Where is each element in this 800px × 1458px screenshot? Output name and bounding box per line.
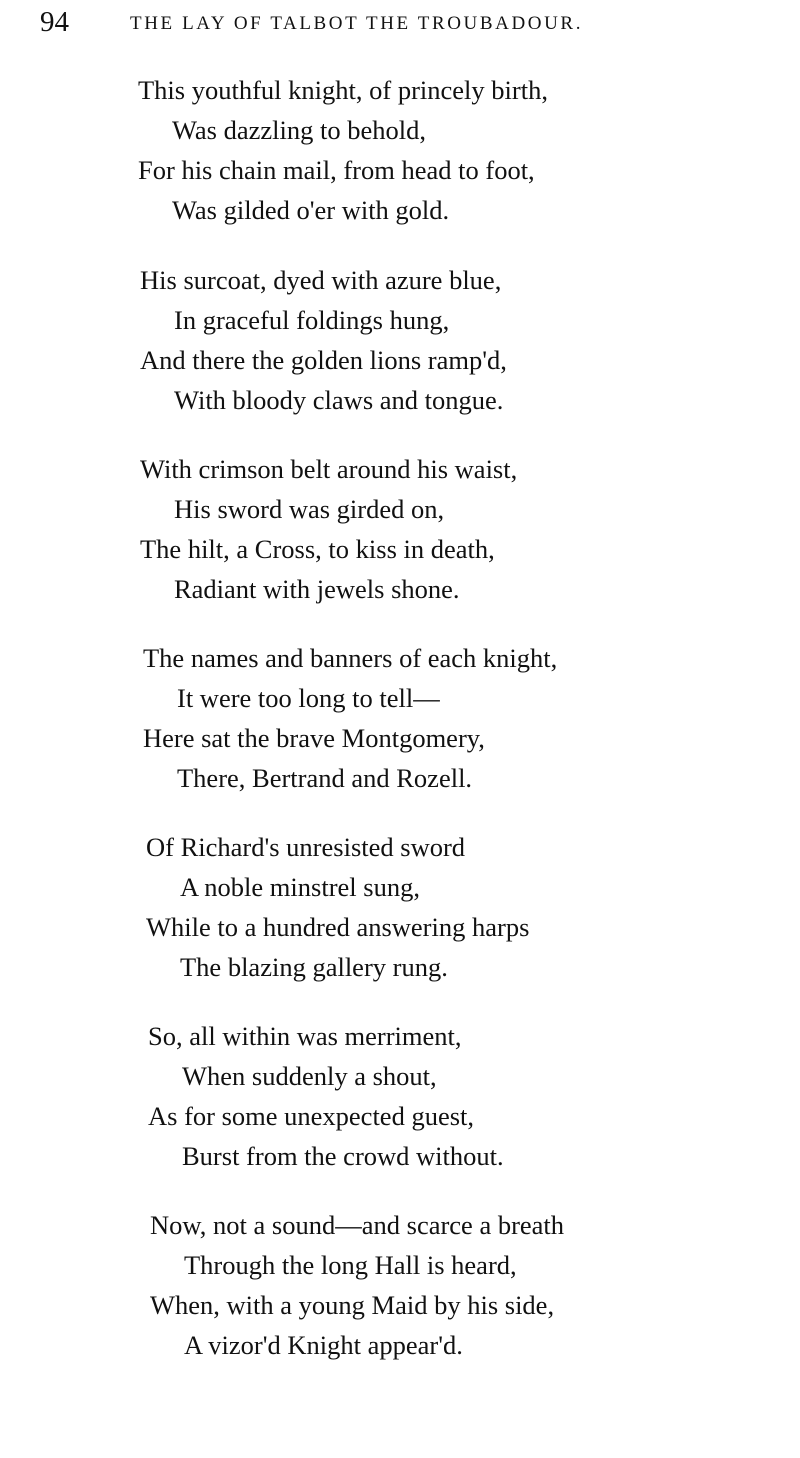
verse-line: His sword was girded on, [174,494,445,524]
verse-line: When suddenly a shout, [182,1061,437,1091]
verse-line: Through the long Hall is heard, [184,1250,517,1280]
running-title: THE LAY OF TALBOT THE TROUBADOUR. [130,13,584,34]
verse-line: Now, not a sound—and scarce a breath [150,1210,565,1240]
verse-line: While to a hundred answering harps [146,912,530,942]
verse-line: In graceful foldings hung, [174,305,450,335]
stanza [138,70,548,230]
verse-line: Radiant with jewels shone. [174,574,460,604]
verse-line: The blazing gallery rung. [180,952,448,982]
verse-line: A noble minstrel sung, [180,872,420,902]
stanza [150,1205,564,1365]
page-number: 94 [40,6,69,38]
stanza [146,827,529,987]
stanza [140,260,507,420]
verse-line: Here sat the brave Montgomery, [143,723,485,753]
verse-line: When, with a young Maid by his side, [150,1290,555,1320]
stanza [140,449,517,609]
verse-line: The hilt, a Cross, to kiss in death, [140,534,495,564]
verse-line: As for some unexpected guest, [148,1101,475,1131]
verse-line: And there the golden lions ramp'd, [140,345,507,375]
verse-line: So, all within was merriment, [148,1021,462,1051]
verse-line: A vizor'd Knight appear'd. [184,1330,463,1360]
verse-line: Was gilded o'er with gold. [172,195,450,225]
verse-line: It were too long to tell— [177,683,440,713]
verse-line: There, Bertrand and Rozell. [177,763,473,793]
verse-line: Burst from the crowd without. [182,1141,504,1171]
verse-line: Was dazzling to behold, [172,115,426,145]
stanza [143,638,557,798]
verse-line: Of Richard's unresisted sword [146,832,466,862]
stanza [148,1016,504,1176]
verse-line: For his chain mail, from head to foot, [138,155,535,185]
verse-line: This youthful knight, of princely birth, [138,75,548,105]
verse-line: With crimson belt around his waist, [140,454,518,484]
verse-line: The names and banners of each knight, [143,643,558,673]
verse-line: With bloody claws and tongue. [174,385,504,415]
verse-line: His surcoat, dyed with azure blue, [140,265,502,295]
